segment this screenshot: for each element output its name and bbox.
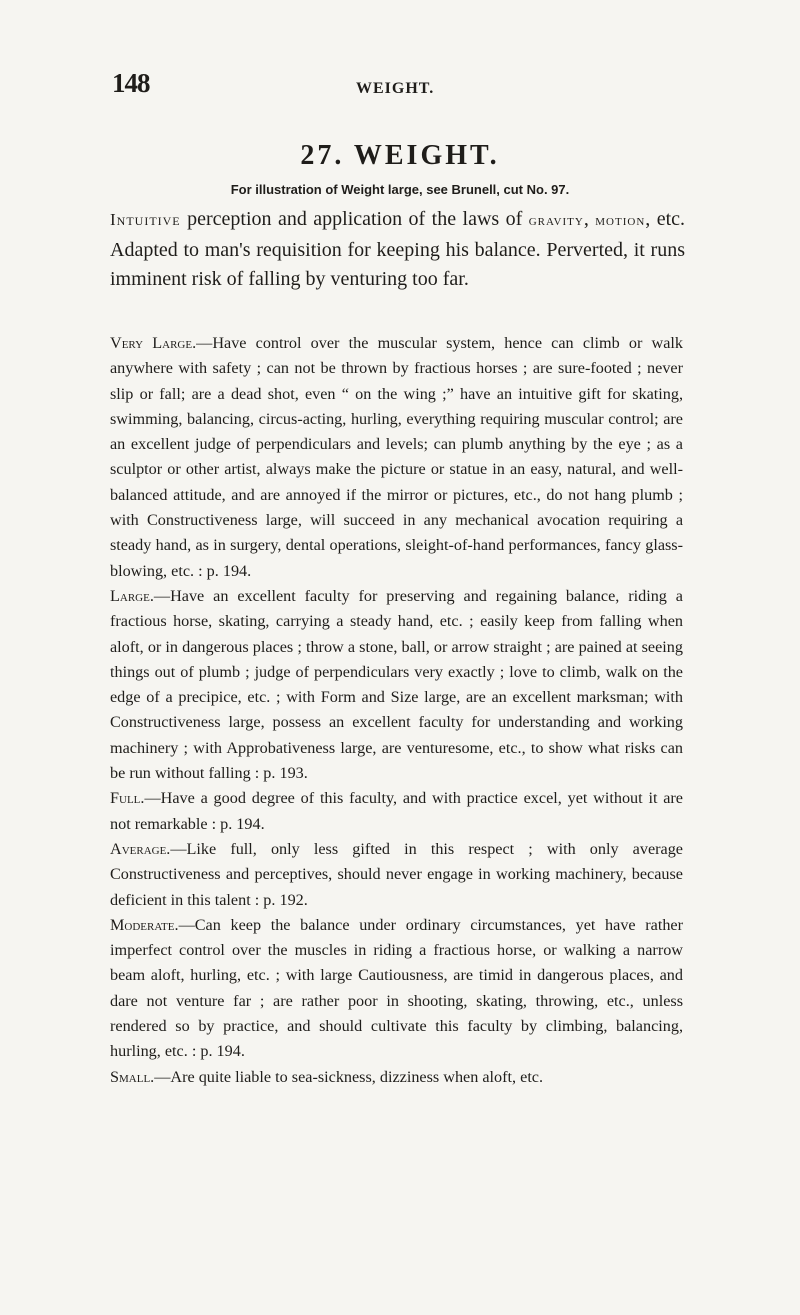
section-term: Large. xyxy=(110,586,154,605)
section-text: —Are quite liable to sea-sickness, dizziness when aloft, etc. xyxy=(154,1067,544,1086)
section-moderate xyxy=(110,913,683,1065)
intro-gravity: gravity xyxy=(528,213,584,229)
intro-text-1: perception and application of the laws of xyxy=(180,208,529,230)
section-average xyxy=(110,837,683,913)
section-full xyxy=(110,786,683,837)
section-small xyxy=(110,1065,683,1090)
intro-text-2: , etc. Adapted to man's requisition for keeping his balance. Perverted, it runs imminent risk of falling by venturing too far. xyxy=(110,208,686,290)
section-term: Moderate. xyxy=(110,915,179,934)
section-text: —Have a good degree of this faculty, and with practice excel, yet without it are not remarkable : p. 194. xyxy=(110,789,683,833)
intro-motion: motion xyxy=(595,213,646,229)
intro-lead-word: Intuitive xyxy=(110,210,181,229)
degree-sections xyxy=(110,331,683,1090)
section-term: Very Large. xyxy=(110,334,197,352)
page-number: 148 xyxy=(112,68,150,98)
section-text: —Can keep the balance under ordinary circumstances, yet have rather imperfect control over the muscles in riding a fractious horse, or walking a narrow beam aloft, hurling, etc. ; with large Cautiousness, are timid in dangerous places, and dare not venture far ; are rather poor in shooting, skating, throwing, etc., unless rendered so by practice, and should cultivate this faculty by climbing, balancing, hurling, etc. : p. 194. xyxy=(110,915,683,1061)
illustration-note: For illustration of Weight large, see Brunell, cut No. 97. xyxy=(230,182,570,197)
running-head: WEIGHT. xyxy=(356,80,435,97)
section-very-large xyxy=(110,331,683,584)
section-term: Small. xyxy=(110,1067,155,1086)
intro-comma: , xyxy=(583,208,596,230)
section-term: Full. xyxy=(110,789,145,808)
section-text: —Have an excellent faculty for preserving and regaining balance, riding a fractious horse, skating, carrying a steady hand, etc. ; easily keep from falling when aloft, or in dangerous places ; throw a stone, ball, or arrow straight ; are pained at seeing things out of plumb ; judge of perpendiculars very exactly ; love to climb, walk on the edge of a precipice, etc. ; with Form and Size large, are an excellent marksman; with Constructiveness large, possess an excellent faculty for understanding and working machinery ; with Approbativeness large, are venturesome, etc., to show what risks can be run without falling : p. 193. xyxy=(110,586,683,783)
section-text: —Like full, only less gifted in this respect ; with only average Constructiveness and perceptives, should never engage in working machinery, because deficient in this talent : p. 192. xyxy=(110,839,683,909)
section-large xyxy=(110,584,683,786)
intro-paragraph xyxy=(110,205,685,294)
page-header xyxy=(0,0,800,110)
chapter-title: 27. WEIGHT. xyxy=(300,140,500,171)
section-text: —Have control over the muscular system, hence can climb or walk anywhere with safety ; can not be thrown by fractious horses ; are sure-footed ; never slip or fall; are a dead shot, even “ on the wing ;” have an intuitive gift for skating, swimming, balancing, circus-acting, hurling, everything requiring muscular control; are an excellent judge of perpendiculars and levels; can plumb anything by the eye ; as a sculptor or other artist, always make the picture or statue in an easy, natural, and well-balanced attitude, and are annoyed if the mirror or pictures, etc., do not hang plumb ; with Constructiveness large, will succeed in any mechanical avocation requiring a steady hand, as in surgery, dental operations, sleight-of-hand performances, fancy glass-blowing, etc. : p. 194. xyxy=(110,334,683,580)
section-term: Average. xyxy=(110,839,171,858)
